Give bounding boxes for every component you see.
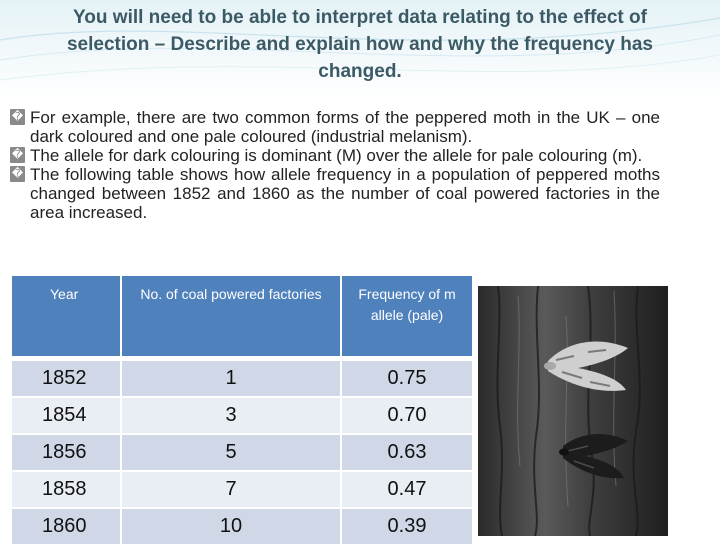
table-row [12,359,472,396]
year-cell: 1860 [12,507,122,544]
table-row [12,470,472,507]
frequency-cell: 0.39 [342,507,472,544]
allele-frequency-table [12,276,472,544]
bullet-icon: � [11,168,24,180]
table-row [12,433,472,470]
column-header-factories: No. of coal powered factories [122,276,342,359]
column-header-frequency: Frequency of m allele (pale) [342,276,472,359]
frequency-cell: 0.75 [342,359,472,396]
bullet-icon: � [11,149,24,161]
factories-cell: 1 [122,359,342,396]
bullet-text: The allele for dark colouring is dominant (M) over the allele for pale colouring (m). [30,146,643,165]
frequency-cell: 0.47 [342,470,472,507]
bullet-item [10,146,660,165]
bullet-icon: � [11,111,24,123]
year-cell: 1856 [12,433,122,470]
table-header-row [12,276,472,359]
year-cell: 1852 [12,359,122,396]
table-row [12,396,472,433]
factories-cell: 5 [122,433,342,470]
factories-cell: 10 [122,507,342,544]
year-cell: 1854 [12,396,122,433]
frequency-cell: 0.70 [342,396,472,433]
bullet-item [10,165,660,222]
table-row [12,507,472,544]
bullet-list [10,108,660,222]
bullet-item [10,108,660,146]
bullet-text: The following table shows how allele frequency in a population of peppered moths changed between 1852 and 1860 as the number of coal powered factories in the area increased. [30,165,660,222]
year-cell: 1858 [12,470,122,507]
slide-title: You will need to be able to interpret data relating to the effect of selection – Describe and explain how and why the frequency has changed. [66,7,653,82]
column-header-year: Year [12,276,122,359]
peppered-moths-on-bark-photo [478,286,668,536]
factories-cell: 3 [122,396,342,433]
factories-cell: 7 [122,470,342,507]
bullet-text: For example, there are two common forms of the peppered moth in the UK – one dark coloured and one pale coloured (industrial melanism). [30,108,660,146]
frequency-cell: 0.63 [342,433,472,470]
